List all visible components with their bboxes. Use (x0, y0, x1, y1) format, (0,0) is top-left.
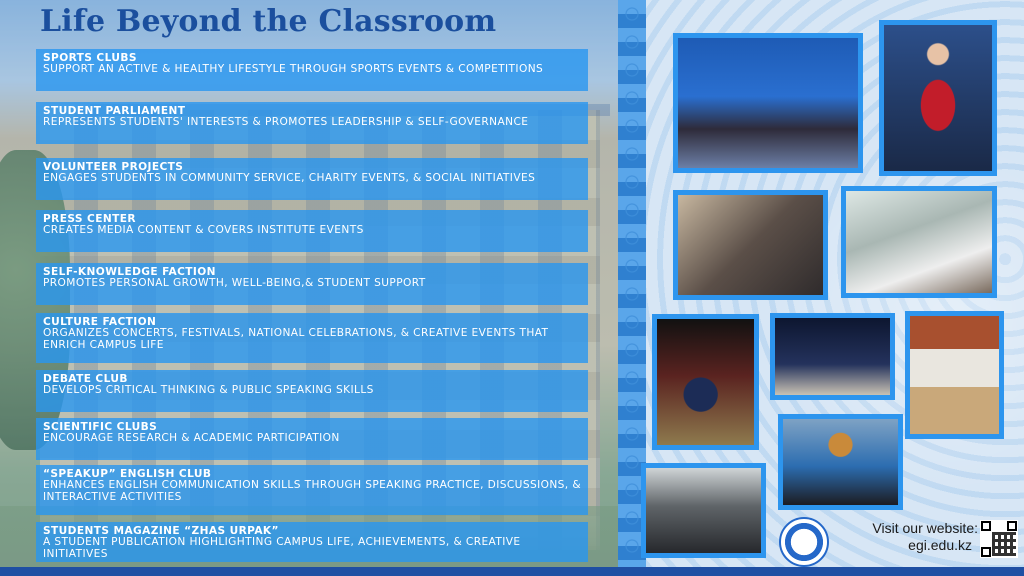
club-speakup-english (36, 465, 588, 515)
club-press-center (36, 210, 588, 252)
club-heading: “SPEAKUP” ENGLISH CLUB (43, 468, 212, 480)
club-description: ENHANCES ENGLISH COMMUNICATION SKILLS THROUGH SPEAKING PRACTICE, DISCUSSIONS, & INTERACTIVE ACTIVITIES (43, 479, 581, 503)
club-description: DEVELOPS CRITICAL THINKING & PUBLIC SPEAKING SKILLS (43, 384, 374, 396)
club-heading: CULTURE FACTION (43, 316, 157, 328)
qr-code-icon[interactable] (980, 520, 1018, 558)
photo-group-event (641, 463, 766, 558)
photo-celebration (652, 314, 759, 450)
club-description: A STUDENT PUBLICATION HIGHLIGHTING CAMPUS LIFE, ACHIEVEMENTS, & CREATIVE INITIATIVES (43, 536, 521, 560)
club-description: REPRESENTS STUDENTS' INTERESTS & PROMOTES LEADERSHIP & SELF-GOVERNANCE (43, 116, 529, 128)
club-heading: STUDENTS MAGAZINE “ZHAS URPAK” (43, 525, 279, 537)
photo-sports-team (778, 414, 903, 510)
club-heading: SELF-KNOWLEDGE FACTION (43, 266, 216, 278)
club-heading: PRESS CENTER (43, 213, 136, 225)
club-description: ENGAGES STUDENTS IN COMMUNITY SERVICE, CHARITY EVENTS, & SOCIAL INITIATIVES (43, 172, 536, 184)
club-description: SUPPORT AN ACTIVE & HEALTHY LIFESTYLE THROUGH SPORTS EVENTS & COMPETITIONS (43, 63, 544, 75)
website-link[interactable]: egi.edu.kz (908, 537, 972, 553)
club-sports (36, 49, 588, 91)
club-volunteer-projects (36, 158, 588, 200)
club-culture-faction (36, 313, 588, 363)
website-label: Visit our website: (872, 520, 978, 536)
club-description: CREATES MEDIA CONTENT & COVERS INSTITUTE EVENTS (43, 224, 364, 236)
club-description: ORGANIZES CONCERTS, FESTIVALS, NATIONAL CELEBRATIONS, & CREATIVE EVENTS THAT ENRICH CAMPUS LIFE (43, 327, 549, 351)
photo-concert (770, 313, 895, 400)
photo-dancer (879, 20, 997, 176)
club-heading: DEBATE CLUB (43, 373, 128, 385)
photo-assembly (673, 33, 863, 173)
club-description: PROMOTES PERSONAL GROWTH, WELL-BEING,& STUDENT SUPPORT (43, 277, 426, 289)
club-heading: STUDENT PARLIAMENT (43, 105, 186, 117)
institute-logo (779, 517, 829, 567)
club-scientific (36, 418, 588, 460)
photo-exhibition (905, 311, 1004, 439)
bottom-bar (0, 567, 1024, 576)
club-students-magazine (36, 522, 588, 562)
club-debate (36, 370, 588, 412)
club-heading: SPORTS CLUBS (43, 52, 137, 64)
page-title: Life Beyond the Classroom (40, 4, 497, 39)
photo-group-meeting (673, 190, 828, 300)
club-self-knowledge (36, 263, 588, 305)
club-heading: SCIENTIFIC CLUBS (43, 421, 158, 433)
photo-classroom-work (841, 186, 997, 298)
club-description: ENCOURAGE RESEARCH & ACADEMIC PARTICIPATION (43, 432, 340, 444)
club-heading: VOLUNTEER PROJECTS (43, 161, 184, 173)
club-student-parliament (36, 102, 588, 144)
